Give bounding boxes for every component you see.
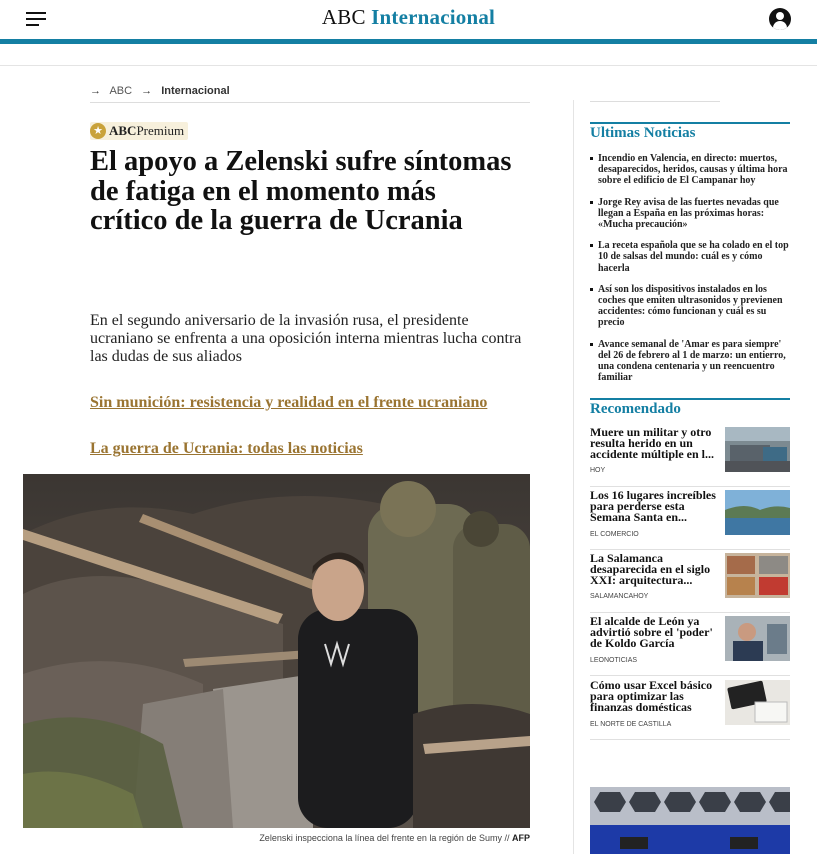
logo-section: Internacional <box>371 5 496 29</box>
recommended-item-source: HOY <box>590 467 606 474</box>
site-logo[interactable] <box>0 5 817 30</box>
caption-text: Zelenski inspecciona la línea del frente en la región de Sumy <box>259 833 502 843</box>
breadcrumb <box>90 85 530 103</box>
recommended-item-title: El alcalde de León ya advirtió sobre el 'poder' de Koldo García <box>590 614 713 650</box>
latest-news-item[interactable]: La receta española que se ha colado en el top 10 de salsas del mundo: cuál es y cómo hacerla <box>590 240 790 274</box>
recommended-item-title: Cómo usar Excel básico para optimizar las finanzas domésticas <box>590 678 713 714</box>
recommended-item-title: Muere un militar y otro resulta herido en un accidente múltiple en l... <box>590 425 714 461</box>
related-link-munition[interactable]: Sin munición: resistencia y realidad en el frente ucraniano <box>90 394 488 411</box>
sidebar-top-line <box>590 101 720 102</box>
star-icon: ★ <box>90 123 106 139</box>
recommended-item-source: LEONOTICIAS <box>590 657 638 664</box>
latest-news-item[interactable]: Así son los dispositivos instalados en los coches que emiten ultrasonidos y previenen accidentes: cómo funcionan y cuál es su precio <box>590 284 790 329</box>
recommended-thumbnail <box>725 490 790 535</box>
latest-news-item[interactable]: Avance semanal de 'Amar es para siempre' del 26 de febrero al 1 de marzo: un entierro, una condena centenaria y un reencuentro familiar <box>590 339 790 384</box>
photo-illustration <box>23 474 530 828</box>
header-accent-bar <box>0 39 817 44</box>
advertisement[interactable] <box>590 787 790 854</box>
related-link-war-news[interactable]: La guerra de Ucrania: todas las noticias <box>90 440 363 457</box>
latest-news-item[interactable]: Incendio en Valencia, en directo: muertos, desaparecidos, heridos, causas y última hora sobre el edificio de El Campanar hoy <box>590 153 790 187</box>
breadcrumb-arrow-icon: → <box>141 85 153 97</box>
recommended-item-title: La Salamanca desaparecida en el siglo XXI: arquitectura... <box>590 551 711 587</box>
article-subtitle: En el segundo aniversario de la invasión rusa, el presidente ucraniano se enfrenta a una oposición interna mientras lucha contra las dudas de sus aliados <box>90 312 522 365</box>
logo-main: ABC <box>321 5 366 29</box>
recommended-thumbnail <box>725 680 790 725</box>
recommended-item-source: SALAMANCAHOY <box>590 593 649 600</box>
recommended-item-title: Los 16 lugares increíbles para perderse esta Semana Santa en... <box>590 488 716 524</box>
header-divider <box>0 65 817 66</box>
recommended-item[interactable] <box>590 616 790 676</box>
site-header <box>0 0 817 40</box>
latest-news-list <box>590 153 790 383</box>
recommended-item[interactable] <box>590 680 790 740</box>
recommended-thumbnail <box>725 553 790 598</box>
caption-source: AFP <box>512 833 530 843</box>
photo-caption: Zelenski inspecciona la línea del frente en la región de Sumy // AFP <box>259 833 530 843</box>
breadcrumb-item-internacional[interactable]: Internacional <box>161 85 230 97</box>
premium-badge <box>90 122 188 140</box>
recommended-thumbnail <box>725 616 790 661</box>
premium-brand: ABC <box>109 123 137 138</box>
recommended-item-source: EL COMERCIO <box>590 531 639 538</box>
recommended-item[interactable] <box>590 553 790 613</box>
recommended-item[interactable] <box>590 427 790 487</box>
recommended-item-source: EL NORTE DE CASTILLA <box>590 721 672 728</box>
recommended-item[interactable] <box>590 490 790 550</box>
breadcrumb-item-abc[interactable]: ABC <box>109 85 133 97</box>
breadcrumb-arrow-icon: → <box>90 85 101 97</box>
premium-label: Premium <box>136 123 185 138</box>
user-account-icon[interactable] <box>769 8 791 30</box>
recommended-title: Recomendado <box>590 398 790 418</box>
latest-news-item[interactable]: Jorge Rey avisa de las fuertes nevadas que llegan a España en las próximas horas: «Mucha precaución» <box>590 197 790 231</box>
article-headline: El apoyo a Zelenski sufre síntomas de fatiga en el momento más crítico de la guerra de Ucrania <box>90 146 512 236</box>
latest-news-title[interactable]: Ultimas Noticias <box>590 122 790 142</box>
article-photo <box>23 474 530 828</box>
sidebar-divider <box>573 100 574 854</box>
recommended-thumbnail <box>725 427 790 472</box>
